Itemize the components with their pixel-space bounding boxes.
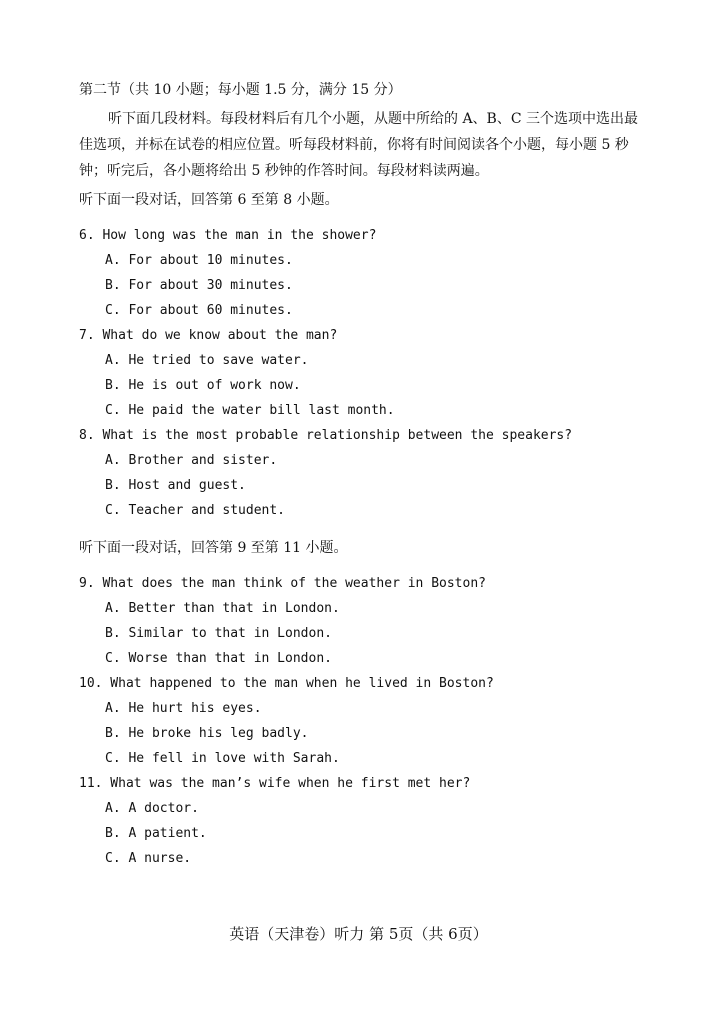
question-11: 11. What was the man’s wife when he first met her? (79, 776, 471, 791)
question-list-1 (79, 223, 679, 523)
option-6a: A. For about 10 minutes. (105, 253, 293, 268)
option-7a: A. He tried to save water. (105, 353, 309, 368)
option-9a: A. Better than that in London. (105, 601, 340, 616)
option-11b: B. A patient. (105, 826, 207, 841)
option-8b: B. Host and guest. (105, 478, 246, 493)
option-10b: B. He broke his leg badly. (105, 726, 309, 741)
option-7c: C. He paid the water bill last month. (105, 403, 395, 418)
section-instructions: 听下面几段材料。每段材料后有几个小题，从题中所给的 A、B、C 三个选项中选出最佳选项，并标在试卷的相应位置。听每段材料前，你将有时间阅读各个小题，每小题 5 秒钟；听完后，各小题将给出 5 秒钟的作答时间。每段材料读两遍。 (79, 111, 639, 179)
group-intro-2: 听下面一段对话，回答第 9 至第 11 小题。 (79, 540, 348, 556)
option-9b: B. Similar to that in London. (105, 626, 332, 641)
question-list-2 (79, 571, 679, 871)
option-9c: C. Worse than that in London. (105, 651, 332, 666)
option-8a: A. Brother and sister. (105, 453, 278, 468)
question-10: 10. What happened to the man when he lived in Boston? (79, 676, 494, 691)
question-8: 8. What is the most probable relationship between the speakers? (79, 428, 573, 443)
option-7b: B. He is out of work now. (105, 378, 301, 393)
question-7: 7. What do we know about the man? (79, 328, 338, 343)
option-6b: B. For about 30 minutes. (105, 278, 293, 293)
option-11a: A. A doctor. (105, 801, 199, 816)
option-11c: C. A nurse. (105, 851, 192, 866)
option-6c: C. For about 60 minutes. (105, 303, 293, 318)
section-title: 第二节（共 10 小题；每小题 1.5 分，满分 15 分） (79, 82, 402, 98)
group-intro-1: 听下面一段对话，回答第 6 至第 8 小题。 (79, 192, 339, 208)
option-10c: C. He fell in love with Sarah. (105, 751, 340, 766)
question-9: 9. What does the man think of the weather in Boston? (79, 576, 486, 591)
option-8c: C. Teacher and student. (105, 503, 286, 518)
page-footer: 英语（天津卷）听力 第 5页（共 6页） (229, 925, 488, 943)
question-6: 6. How long was the man in the shower? (79, 228, 377, 243)
option-10a: A. He hurt his eyes. (105, 701, 262, 716)
